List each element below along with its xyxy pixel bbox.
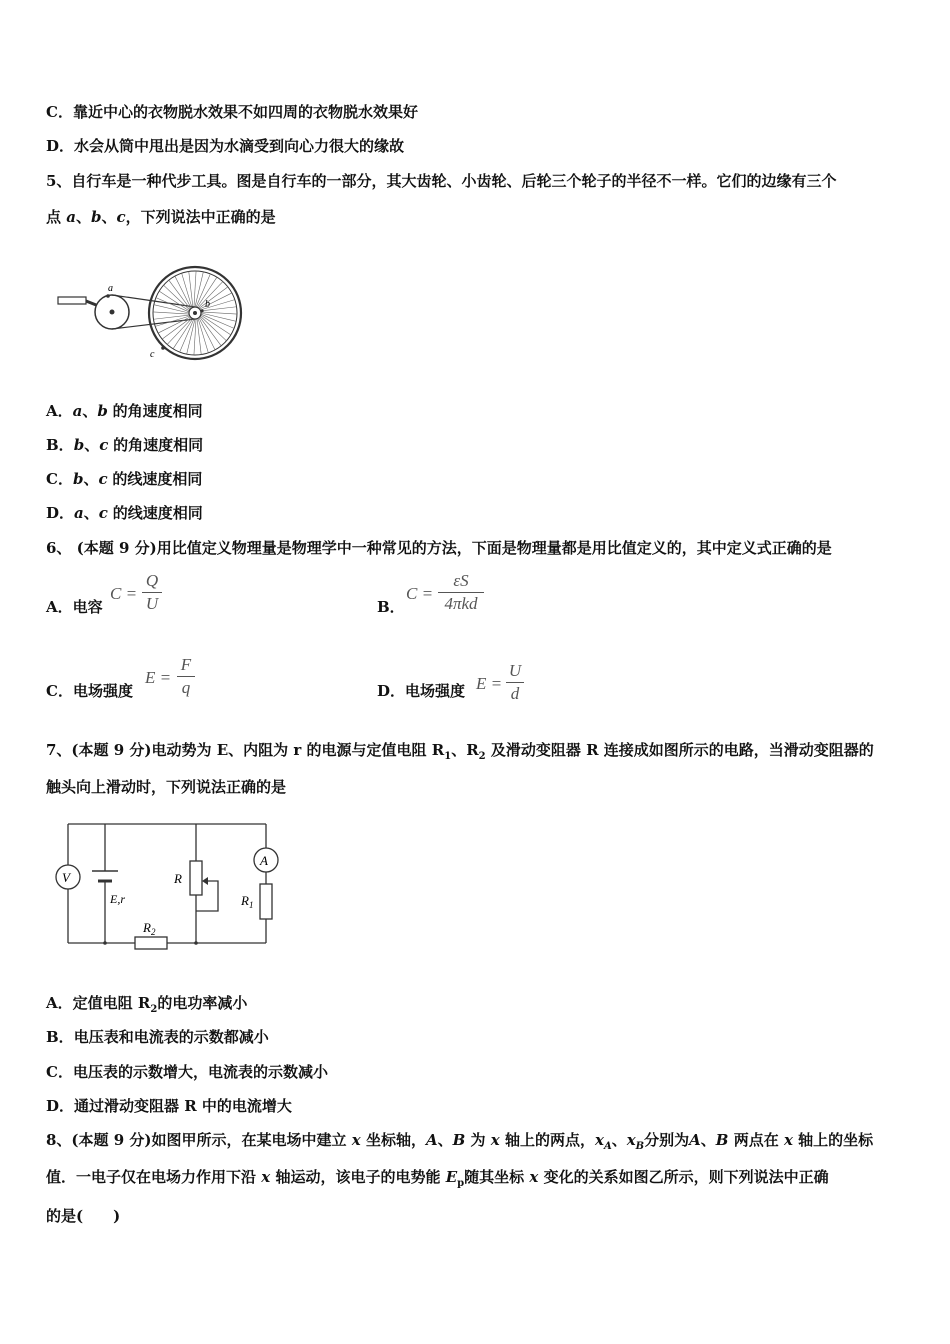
q5-stem-line2: 点 a、b、c，下列说法中正确的是 bbox=[46, 208, 276, 226]
q6-stem: 6、 (本题 9 分)用比值定义物理量是物理学中一种常见的方法，下面是物理量都是用比值定义的，其中定义式正确的是 bbox=[46, 539, 832, 557]
wheel-spoke bbox=[187, 319, 195, 354]
option-text: 水会从筒中甩出是因为水滴受到向心力很大的缘故 bbox=[74, 137, 405, 155]
wheel-spoke bbox=[194, 271, 196, 307]
q5-option-d: D．a、c 的线速度相同 bbox=[46, 504, 203, 522]
q5-option-b: B．b、c 的角速度相同 bbox=[46, 436, 204, 454]
circuit-figure bbox=[50, 815, 285, 950]
q7-option-a: A．定值电阻 $R_2$的电功率减小 bbox=[46, 994, 248, 1015]
q6-option-a: A．电容 bbox=[46, 598, 103, 616]
q6c-lhs: E = bbox=[145, 668, 172, 687]
q4-option-c bbox=[46, 102, 418, 122]
q7-option-d: D．通过滑动变阻器 R 中的电流增大 bbox=[46, 1097, 292, 1115]
q7-stem-line2: 触头向上滑动时，下列说法正确的是 bbox=[46, 778, 287, 796]
q5-option-c: C．b、c 的线速度相同 bbox=[46, 470, 203, 488]
q6d-lhs: E = bbox=[476, 674, 503, 693]
option-text: 靠近中心的衣物脱水效果不如四周的衣物脱水效果好 bbox=[72, 103, 418, 121]
label-b: b bbox=[205, 299, 210, 310]
wheel-spoke bbox=[201, 313, 236, 321]
q6d-fraction: U d bbox=[506, 661, 524, 704]
wheel-spoke bbox=[182, 273, 192, 308]
q7-option-c: C．电压表的示数增大，电流表的示数减小 bbox=[46, 1063, 328, 1081]
q5-stem-line1: 5、自行车是一种代步工具。图是自行车的一部分，其大齿轮、小齿轮、后轮三个轮子的半径不一样。它们的边缘有三个 bbox=[46, 172, 837, 190]
r2-label: $R_2$ bbox=[143, 920, 156, 937]
wheel-spoke bbox=[155, 316, 190, 326]
option-letter: C． bbox=[46, 103, 73, 121]
q6b-fraction: εS 4πkd bbox=[438, 571, 484, 614]
wheel-spoke bbox=[197, 319, 201, 355]
q7-stem-line1: 7、(本题 9 分)电动势为 E、内阻为 r 的电源与定值电阻 $R_1$、$R_2$ 及滑动变阻器 R 连接成如图所示的电路，当滑动变阻器的 bbox=[46, 741, 874, 762]
wheel-spoke bbox=[198, 318, 208, 353]
wheel-spoke bbox=[189, 271, 193, 307]
q8-stem-line2: 值．一电子仅在电场力作用下沿 x 轴运动，该电子的电势能 $E_p$随其坐标 x 变化的关系如图乙所示，则下列说法中正确 bbox=[46, 1168, 829, 1189]
option-letter: D． bbox=[46, 137, 75, 155]
q4-option-d bbox=[46, 136, 404, 156]
wheel-spoke bbox=[194, 319, 196, 355]
label-c: c bbox=[150, 349, 155, 360]
voltmeter-label: V bbox=[62, 870, 70, 885]
label-a: a bbox=[108, 283, 113, 294]
q5-option-a: A．a、b 的角速度相同 bbox=[46, 402, 203, 420]
q6a-lhs: C = bbox=[110, 584, 138, 603]
r1-label: $R_1$ bbox=[241, 893, 254, 910]
q6-option-c: C．电场强度 bbox=[46, 682, 133, 700]
wheel-spoke bbox=[153, 312, 189, 314]
q6c-fraction: F q bbox=[177, 655, 195, 698]
rear-wheel bbox=[149, 267, 241, 359]
wheel-spoke bbox=[153, 315, 189, 319]
q7-option-b: B．电压表和电流表的示数都减小 bbox=[46, 1028, 269, 1046]
q8-stem-line1: 8、(本题 9 分)如图甲所示，在某电场中建立 x 坐标轴，A、B 为 x 轴上的两点，$x_A$、$x_B$分别为A、B 两点在 x 轴上的坐标 bbox=[46, 1131, 874, 1152]
q6-option-b: B． bbox=[377, 598, 405, 616]
battery-label: E,r bbox=[110, 892, 125, 906]
wheel-spoke bbox=[195, 272, 203, 307]
ammeter-label: A bbox=[260, 853, 268, 868]
q6-option-d: D．电场强度 bbox=[377, 682, 466, 700]
q8-stem-line3: 的是( ) bbox=[46, 1207, 121, 1225]
q6b-lhs: C = bbox=[406, 584, 434, 603]
bicycle-figure bbox=[52, 262, 252, 367]
rheostat-label: R bbox=[174, 871, 182, 886]
q6a-fraction: Q U bbox=[142, 571, 162, 614]
wheel-spoke bbox=[201, 312, 237, 314]
